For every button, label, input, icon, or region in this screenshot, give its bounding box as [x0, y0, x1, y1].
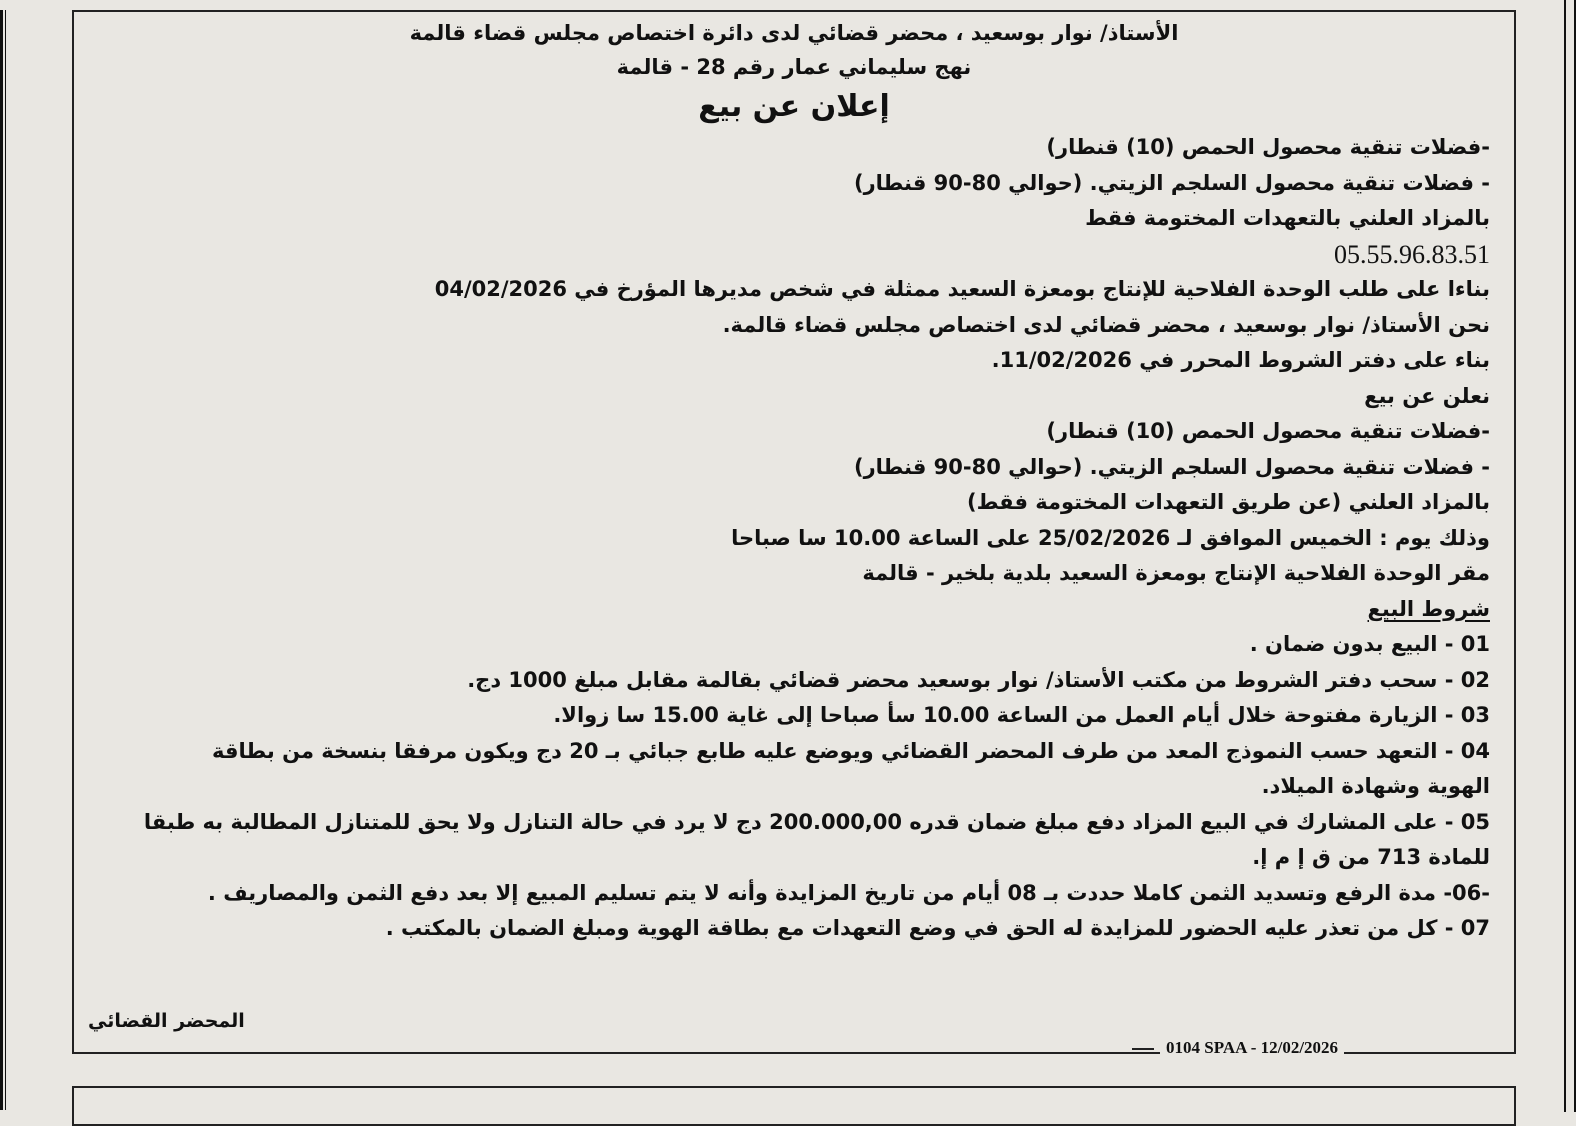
bailiff-statement: نحن الأستاذ/ نوار بوسعيد ، محضر قضائي لدى اختصاص مجلس قضاء قالمة.	[722, 312, 1490, 337]
item-chickpea-waste-repeat: -فضلات تنقية محصول الحمص (10) قنطار)	[1046, 419, 1490, 443]
signature: المحضر القضائي	[88, 1010, 245, 1032]
specifications-basis: بناء على دفتر الشروط المحرر في 11/02/2026.	[991, 348, 1490, 372]
sale-announcement: نعلن عن بيع	[1364, 383, 1490, 408]
next-notice-box	[72, 1086, 1516, 1126]
sale-method: بالمزاد العلني بالتعهدات المختومة فقط	[1085, 206, 1490, 230]
sale-date: وذلك يوم : الخميس الموافق لـ 25/02/2026 على الساعة 10.00 سا صباحا	[731, 525, 1490, 550]
condition-06: -06- مدة الرفع وتسديد الثمن كاملا حددت بـ 08 أيام من تاريخ المزايدة وأنه لا يتم تسليم المبيع إلا بعد دفع الثمن والمصاريف .	[207, 880, 1490, 905]
condition-04-continued: الهوية وشهادة الميلاد.	[1261, 774, 1490, 798]
sale-location: مقر الوحدة الفلاحية الإنتاج بومعزة السعيد بلدية بلخير - قالمة	[862, 561, 1490, 585]
condition-01: 01 - البيع بدون ضمان .	[1249, 632, 1490, 656]
left-border-rule	[0, 10, 6, 1110]
condition-03: 03 - الزيارة مفتوحة خلال أيام العمل من الساعة 10.00 سأ صباحا إلى غاية 15.00 سا زوالا.	[553, 703, 1490, 727]
condition-04: 04 - التعهد حسب النموذج المعد من طرف المحضر القضائي ويوضع عليه طابع جبائي بـ 20 دج ويكون مرفقا بنسخة من بطاقة	[212, 738, 1490, 763]
bailiff-header: الأستاذ/ نوار بوسعيد ، محضر قضائي لدى دائرة اختصاص مجلس قضاء قالمة	[409, 21, 1179, 45]
bailiff-address: نهج سليماني عمار رقم 28 - قالمة	[616, 55, 972, 79]
publication-reference: 0104 SPAA - 12/02/2026	[1160, 1036, 1344, 1060]
item-chickpea-waste: -فضلات تنقية محصول الحمص (10) قنطار)	[1046, 135, 1490, 159]
sale-method-repeat: بالمزاد العلني (عن طريق التعهدات المختومة فقط)	[967, 490, 1490, 514]
condition-02: 02 - سحب دفتر الشروط من مكتب الأستاذ/ نوار بوسعيد محضر قضائي بقالمة مقابل مبلغ 1000 دج.	[467, 667, 1490, 692]
phone-number: 05.55.96.83.51	[1334, 239, 1490, 269]
request-basis: بناءا على طلب الوحدة الفلاحية للإنتاج بومعزة السعيد ممثلة في شخص مديرها المؤرخ في 04/02/2026	[434, 277, 1490, 301]
right-border-rule	[1564, 0, 1576, 1112]
notice-title: إعلان عن بيع	[698, 89, 890, 124]
condition-07: 07 - كل من تعذر عليه الحضور للمزايدة له الحق في وضع التعهدات مع بطاقة الهوية ومبلغ الضمان بالمكتب .	[385, 916, 1490, 940]
conditions-heading: شروط البيع	[1367, 596, 1490, 621]
item-rapeseed-waste: - فضلات تنقية محصول السلجم الزيتي. (حوالي 80-90 قنطار)	[853, 170, 1490, 195]
auction-notice	[72, 10, 1516, 1054]
item-rapeseed-waste-repeat: - فضلات تنقية محصول السلجم الزيتي. (حوالي 80-90 قنطار)	[853, 454, 1490, 479]
condition-05-continued: للمادة 713 من ق إ م إ.	[1252, 845, 1490, 869]
condition-05: 05 - على المشارك في البيع المزاد دفع مبلغ ضمان قدره 200.000,00 دج لا يرد في حالة التنازل ولا يحق للمتنازل المطالبة به طبقا	[143, 809, 1490, 834]
